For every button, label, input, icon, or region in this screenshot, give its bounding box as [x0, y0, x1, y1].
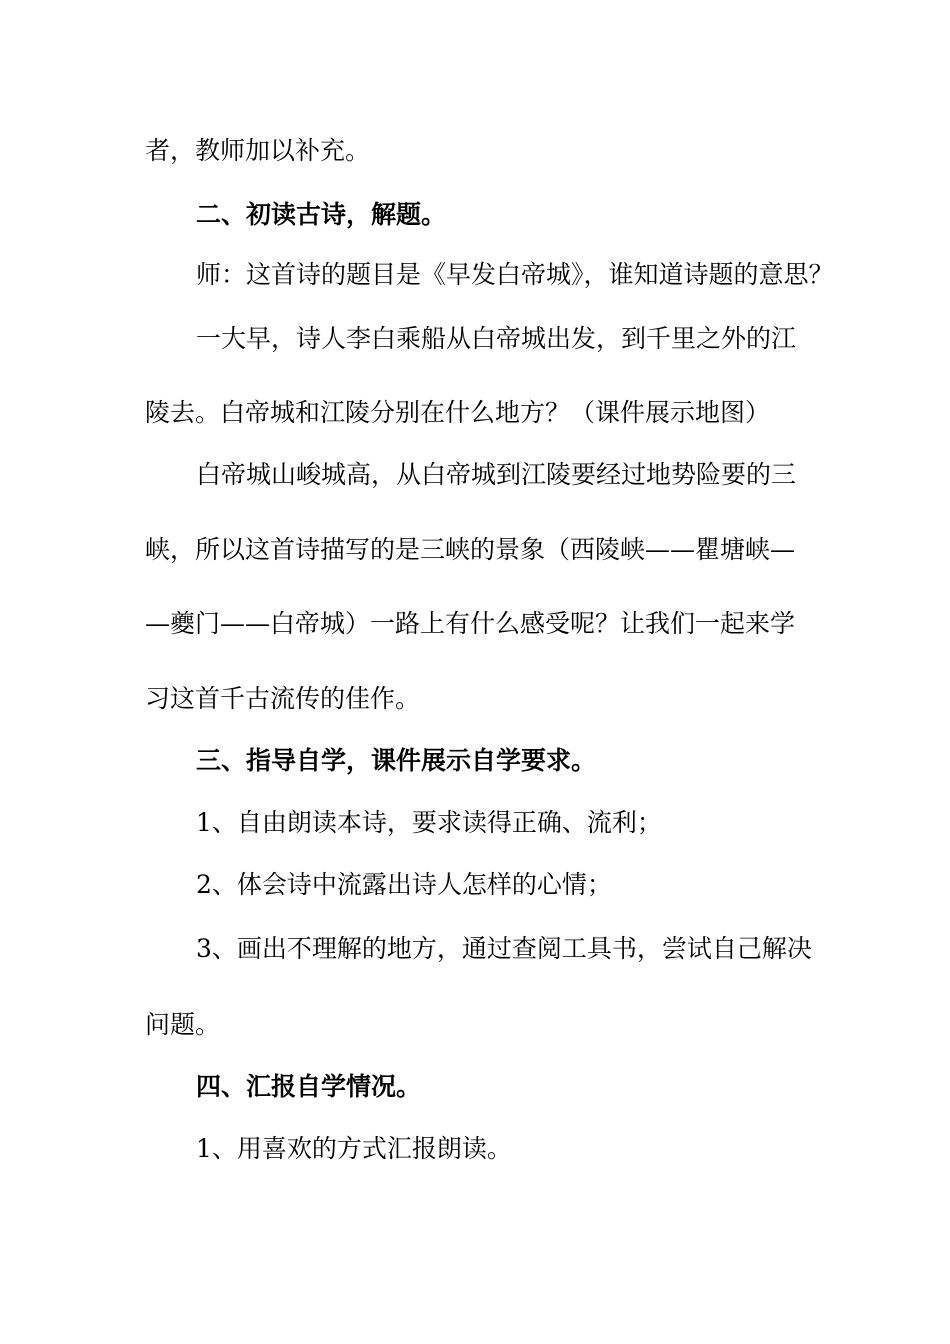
paragraph-line: 问题。	[145, 1010, 221, 1039]
paragraph-line: 师：这首诗的题目是《早发白帝城》，谁知道诗题的意思？	[196, 260, 834, 289]
section-heading-2: 二、初读古诗，解题。	[196, 200, 447, 229]
list-item: 1、自由朗读本诗，要求读得正确、流利；	[196, 808, 662, 837]
paragraph-line: 者，教师加以补充。	[145, 136, 371, 165]
paragraph-line: —夔门——白帝城）一路上有什么感受呢？让我们一起来学	[145, 609, 796, 638]
paragraph-line: 陵去。白帝城和江陵分别在什么地方？（课件展示地图）	[145, 398, 771, 427]
paragraph-line: 一大早，诗人李白乘船从白帝城出发，到千里之外的江	[196, 324, 797, 353]
paragraph-line: 峡，所以这首诗描写的是三峡的景象（西陵峡——瞿塘峡—	[145, 535, 796, 564]
paragraph-line: 习这首千古流传的佳作。	[145, 684, 421, 713]
list-item: 1、用喜欢的方式汇报朗读。	[196, 1134, 512, 1163]
list-item: 2、体会诗中流露出诗人怎样的心情；	[196, 870, 612, 899]
list-item: 3、画出不理解的地方，通过查阅工具书，尝试自己解决	[196, 934, 812, 963]
section-heading-4: 四、汇报自学情况。	[196, 1072, 422, 1101]
section-heading-3: 三、指导自学，课件展示自学要求。	[196, 746, 597, 775]
paragraph-line: 白帝城山峻城高，从白帝城到江陵要经过地势险要的三	[196, 460, 797, 489]
